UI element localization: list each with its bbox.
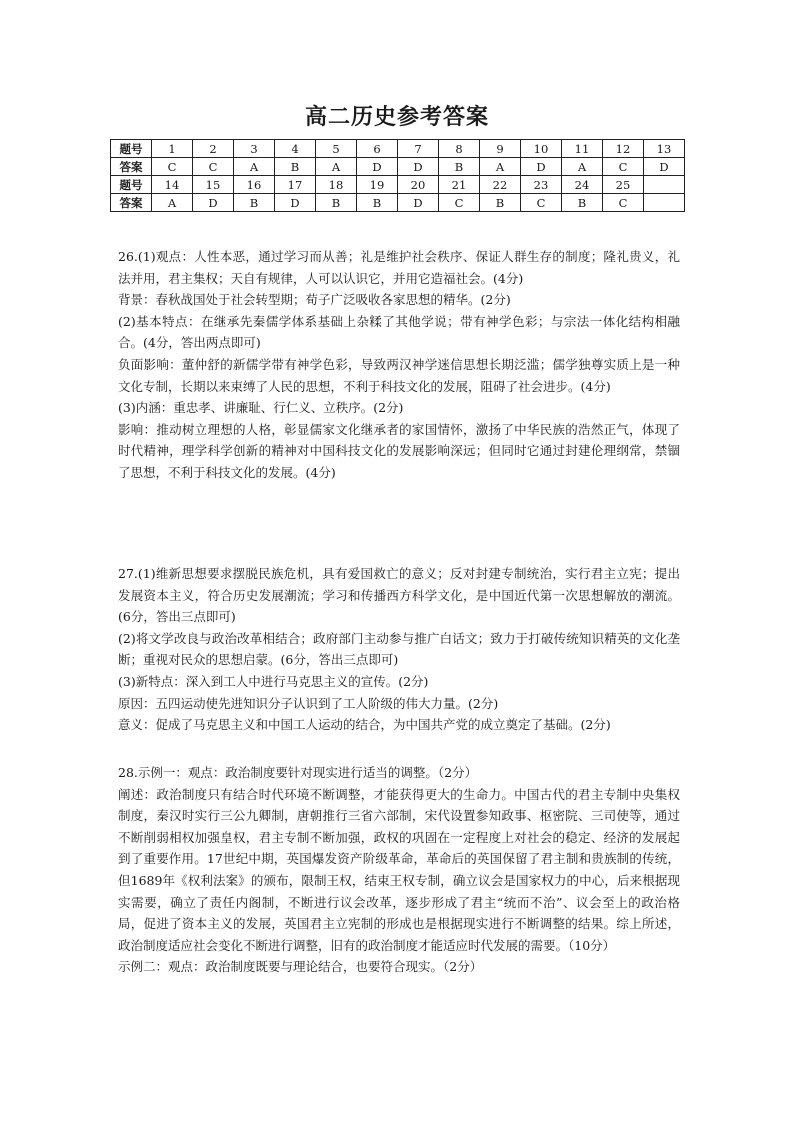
table-cell: B [562, 194, 603, 212]
answer-paragraph: 背景：春秋战国处于社会转型期；荀子广泛吸收各家思想的精华。(2分) [118, 292, 511, 308]
table-cell: 16 [234, 176, 275, 194]
row-label-question-number: 题号 [111, 140, 152, 158]
table-cell: 18 [316, 176, 357, 194]
answer-paragraph: 28.示例一：观点：政治制度要针对现实进行适当的调整。（2分） [118, 765, 478, 780]
table-cell: A [562, 158, 603, 176]
table-cell: D [398, 194, 439, 212]
table-cell: 3 [234, 140, 275, 158]
table-cell: C [439, 194, 480, 212]
table-cell: 9 [480, 140, 521, 158]
table-cell: 12 [603, 140, 644, 158]
table-cell: B [234, 194, 275, 212]
row-label-answer: 答案 [111, 158, 152, 176]
question-26-answer [118, 246, 680, 484]
answer-paragraph: (2)将文学改良与政治改革相结合；政府部门主动参与推广白话文；致力于打破传统知识精英的文化垄断；重视对民众的思想启蒙。(6分，答出三点即可) [118, 630, 680, 668]
table-cell: 5 [316, 140, 357, 158]
answer-paragraph: 影响：推动树立理想的人格，彰显儒家文化继承者的家国情怀，激扬了中华民族的浩然正气，体现了时代精神，理学科学创新的精神对中国科技文化的发展影响深远；但同时它通过封建伦理纲常，禁锢了思想，不利于科技文化的发展。(4分) [118, 421, 680, 480]
table-cell: B [316, 194, 357, 212]
answer-paragraph: 27.(1)维新思想要求摆脱民族危机，具有爱国救亡的意义；反对封建专制统治，实行君主立宪；提出发展资本主义，符合历史发展潮流；学习和传播西方科学文化，是中国近代第一次思想解放的潮流。(6分，答出三点即可) [118, 566, 680, 625]
table-cell: 13 [644, 140, 685, 158]
answer-paragraph: 原因：五四运动使先进知识分子认识到了工人阶级的伟大力量。(2分) [118, 695, 499, 711]
table-cell: D [644, 158, 685, 176]
answer-paragraph: 26.(1)观点：人性本恶，通过学习而从善；礼是维护社会秩序、保证人群生存的制度；隆礼贵义，礼法并用，君主集权；天自有规律，人可以认识它，并用它造福社会。(4分) [118, 249, 680, 286]
table-cell: C [152, 158, 193, 176]
table-cell: D [521, 158, 562, 176]
table-cell: 21 [439, 176, 480, 194]
table-cell: 10 [521, 140, 562, 158]
answer-paragraph: 意义：促成了马克思主义和中国工人运动的结合，为中国共产党的成立奠定了基础。(2分) [118, 717, 611, 733]
table-cell: 11 [562, 140, 603, 158]
table-cell: C [521, 194, 562, 212]
table-row [111, 176, 685, 194]
table-cell: D [275, 194, 316, 212]
question-28-answer [118, 762, 680, 978]
row-label-answer: 答案 [111, 194, 152, 212]
table-cell: A [234, 158, 275, 176]
table-cell: C [193, 158, 234, 176]
answer-paragraph: 阐述：政治制度只有结合时代环境不断调整，才能获得更大的生命力。中国古代的君主专制中央集权制度，秦汉时实行三公九卿制，唐朝推行三省六部制，宋代设置参知政事、枢密院、三司使等，通过不断削弱相权加强皇权，君主专制不断加强，政权的巩固在一定程度上对社会的稳定、经济的发展起到了重要作用。17世纪中期，英国爆发资产阶级革命，革命后的英国保留了君主制和贵族制的传统，但1689年《权利法案》的颁布，限制王权，结束王权专制，确立议会是国家权力的中心，后来根据现实需要，确立了责任内阁制，不断进行议会改革，逐步形成了君主“统而不治”、议会至上的政治格局，促进了资本主义的发展，英国君主立宪制的形成也是根据现实进行不断调整的结果。综上所述，政治制度适应社会变化不断进行调整，旧有的政治制度才能适应时代发展的需要。（10分） [118, 786, 680, 953]
table-cell: 20 [398, 176, 439, 194]
table-cell: 19 [357, 176, 398, 194]
table-cell: C [603, 194, 644, 212]
table-cell: 17 [275, 176, 316, 194]
answer-paragraph: 负面影响：董仲舒的新儒学带有神学色彩，导致两汉神学迷信思想长期泛滥；儒学独尊实质上是一种文化专制，长期以来束缚了人民的思想，不利于科技文化的发展，阻碍了社会进步。(4分) [118, 356, 680, 394]
table-cell: C [603, 158, 644, 176]
table-cell: B [439, 158, 480, 176]
table-cell [644, 194, 685, 212]
table-cell: 14 [152, 176, 193, 194]
table-row [111, 194, 685, 212]
table-cell: D [357, 158, 398, 176]
table-cell: 1 [152, 140, 193, 158]
table-cell [644, 176, 685, 194]
question-27-answer [118, 563, 680, 736]
answer-paragraph: (2)基本特点：在继承先秦儒学体系基础上杂糅了其他学说；带有神学色彩；与宗法一体化结构相融合。(4分，答出两点即可) [118, 313, 680, 351]
row-label-question-number: 题号 [111, 176, 152, 194]
table-cell: 24 [562, 176, 603, 194]
table-cell: 22 [480, 176, 521, 194]
table-cell: 7 [398, 140, 439, 158]
table-cell: 25 [603, 176, 644, 194]
answer-table [110, 139, 685, 212]
table-cell: D [193, 194, 234, 212]
table-cell: 6 [357, 140, 398, 158]
table-cell: D [398, 158, 439, 176]
table-cell: 4 [275, 140, 316, 158]
table-row [111, 140, 685, 158]
table-cell: 15 [193, 176, 234, 194]
table-cell: B [357, 194, 398, 212]
table-cell: B [480, 194, 521, 212]
answer-paragraph: (3)内涵：重忠孝、讲廉耻、行仁义、立秩序。(2分) [118, 400, 404, 416]
table-row [111, 158, 685, 176]
table-cell: 8 [439, 140, 480, 158]
table-cell: A [152, 194, 193, 212]
answer-paragraph: (3)新特点：深入到工人中进行马克思主义的宣传。(2分) [118, 673, 429, 689]
table-cell: 23 [521, 176, 562, 194]
table-cell: A [480, 158, 521, 176]
table-cell: A [316, 158, 357, 176]
table-cell: 2 [193, 140, 234, 158]
table-cell: B [275, 158, 316, 176]
answer-paragraph: 示例二：观点：政治制度既要与理论结合，也要符合现实。（2分） [118, 959, 483, 975]
page-title: 高二历史参考答案 [304, 105, 489, 130]
